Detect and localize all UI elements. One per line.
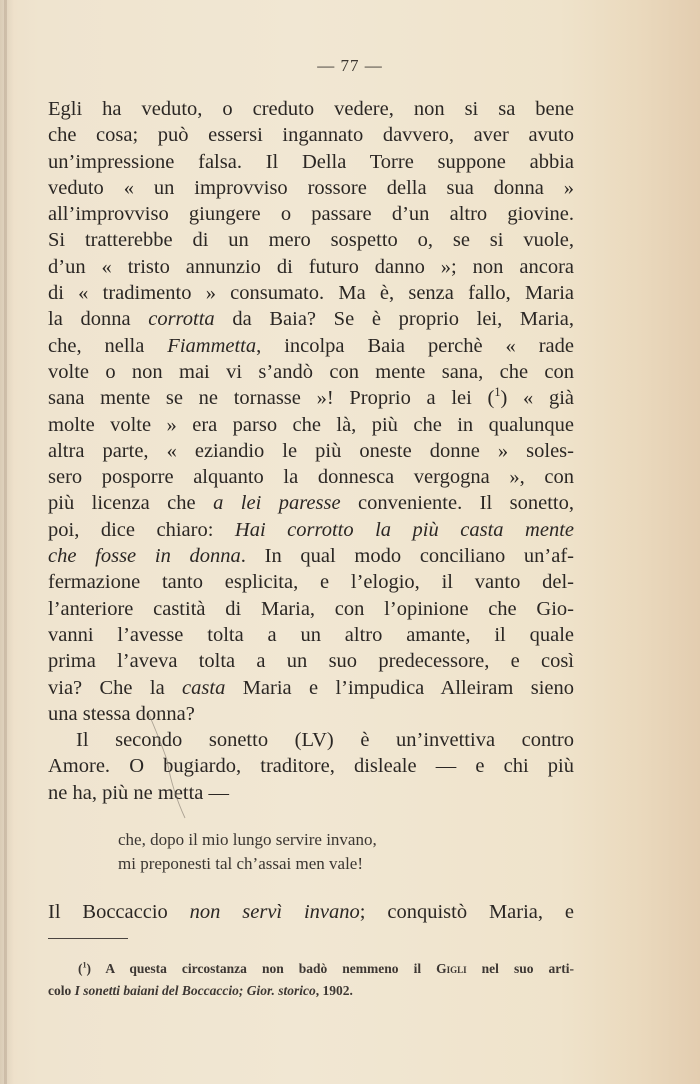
text-run: la donna — [48, 308, 149, 331]
text-run: volte o non mai vi s’andò con mente sana, che con — [48, 360, 574, 383]
text-run: poi, dice chiaro: — [48, 518, 235, 541]
italic-text: Fiammetta — [167, 334, 257, 357]
text-run: , incolpa Baia perchè « rade — [256, 334, 574, 357]
verse-line: che, dopo il mio lungo servire invano, — [118, 830, 377, 849]
italic-text: non servì invano — [189, 901, 360, 923]
text-run: Amore. O bugiardo, traditore, disleale — e chi più — [48, 755, 574, 778]
text-run: Egli ha veduto, o creduto vedere, non si sa bene — [48, 98, 574, 120]
text-run: nel suo arti- — [466, 961, 574, 976]
text-run: molte volte » era parso che là, più che in qualunque — [48, 413, 574, 436]
text-run: fermazione tanto esplicita, e l’elogio, il vanto del- — [48, 571, 574, 594]
text-run: una stessa donna? — [48, 702, 195, 725]
footnote-ref: 1 — [82, 960, 87, 970]
text-run: ) « già — [500, 387, 575, 410]
text-run: altra parte, « eziandio le più oneste donne » soles- — [48, 439, 574, 462]
verse-line: mi preponesti tal ch’assai men vale! — [118, 854, 363, 873]
text-run: ( — [78, 961, 83, 976]
text-run: , 1902. — [315, 983, 353, 998]
text-run: sana mente se ne tornasse »! Proprio a lei ( — [48, 387, 495, 410]
italic-text: casta — [182, 676, 226, 699]
text-run: di « tradimento » consumato. Ma è, senza fallo, Maria — [48, 282, 574, 305]
text-run: sero posporre alquanto la donnesca vergogna », con — [48, 466, 574, 489]
text-run: vanni l’avesse tolta a un altro amante, il quale — [48, 623, 574, 646]
text-run: Maria e l’impudica Alleiram sieno — [225, 676, 574, 699]
text-run: Il Boccaccio — [48, 901, 190, 923]
text-run: che cosa; può essersi ingannato davvero, aver avuto — [48, 124, 574, 147]
text-run: conveniente. Il sonetto, — [340, 492, 574, 515]
text-run: da Baia? Se è proprio lei, Maria, — [214, 308, 574, 331]
text-run: colo — [48, 983, 75, 998]
text-run: un’impressione falsa. Il Della Torre suppone abbia — [48, 150, 574, 173]
italic-text: che fosse in donna — [48, 545, 241, 568]
footnote-ref: 1 — [494, 385, 501, 400]
text-run: l’anteriore castità di Maria, con l’opinione che Gio- — [48, 597, 574, 620]
text-run: ) A questa circostanza non badò nemmeno il — [86, 961, 437, 976]
text-run: Si tratterebbe di un mero sospetto o, se si vuole, — [48, 229, 574, 252]
italic-text: corrotta — [148, 308, 215, 331]
page-number: — 77 — — [317, 56, 383, 75]
text-run: via? Che la — [48, 676, 183, 699]
italic-text: a lei paresse — [213, 492, 341, 515]
text-run: . In qual modo conciliano un’af- — [240, 545, 574, 568]
text-run: d’un « tristo annunzio di futuro danno »; non ancora — [48, 255, 574, 278]
text-run: Il secondo sonetto (LV) è un’invettiva contro — [76, 729, 574, 752]
text-run: all’improvviso giungere o passare d’un altro giovine. — [48, 203, 574, 226]
text-run: ; conquistò Maria, e — [359, 901, 574, 923]
italic-text: I sonetti baiani del Boccaccio; Gior. storico — [74, 983, 316, 998]
text-run: prima l’aveva tolta a un suo predecessore, e così — [48, 650, 574, 673]
text-run: veduto « un improvviso rossore della sua donna » — [48, 176, 574, 199]
text-run: che, nella — [48, 334, 168, 357]
text-run: più licenza che — [48, 492, 214, 515]
italic-text: Hai corrotto la più casta mente — [234, 518, 574, 541]
small-caps-name: Gigli — [436, 961, 467, 976]
text-run: ne ha, più ne metta — — [48, 781, 230, 804]
